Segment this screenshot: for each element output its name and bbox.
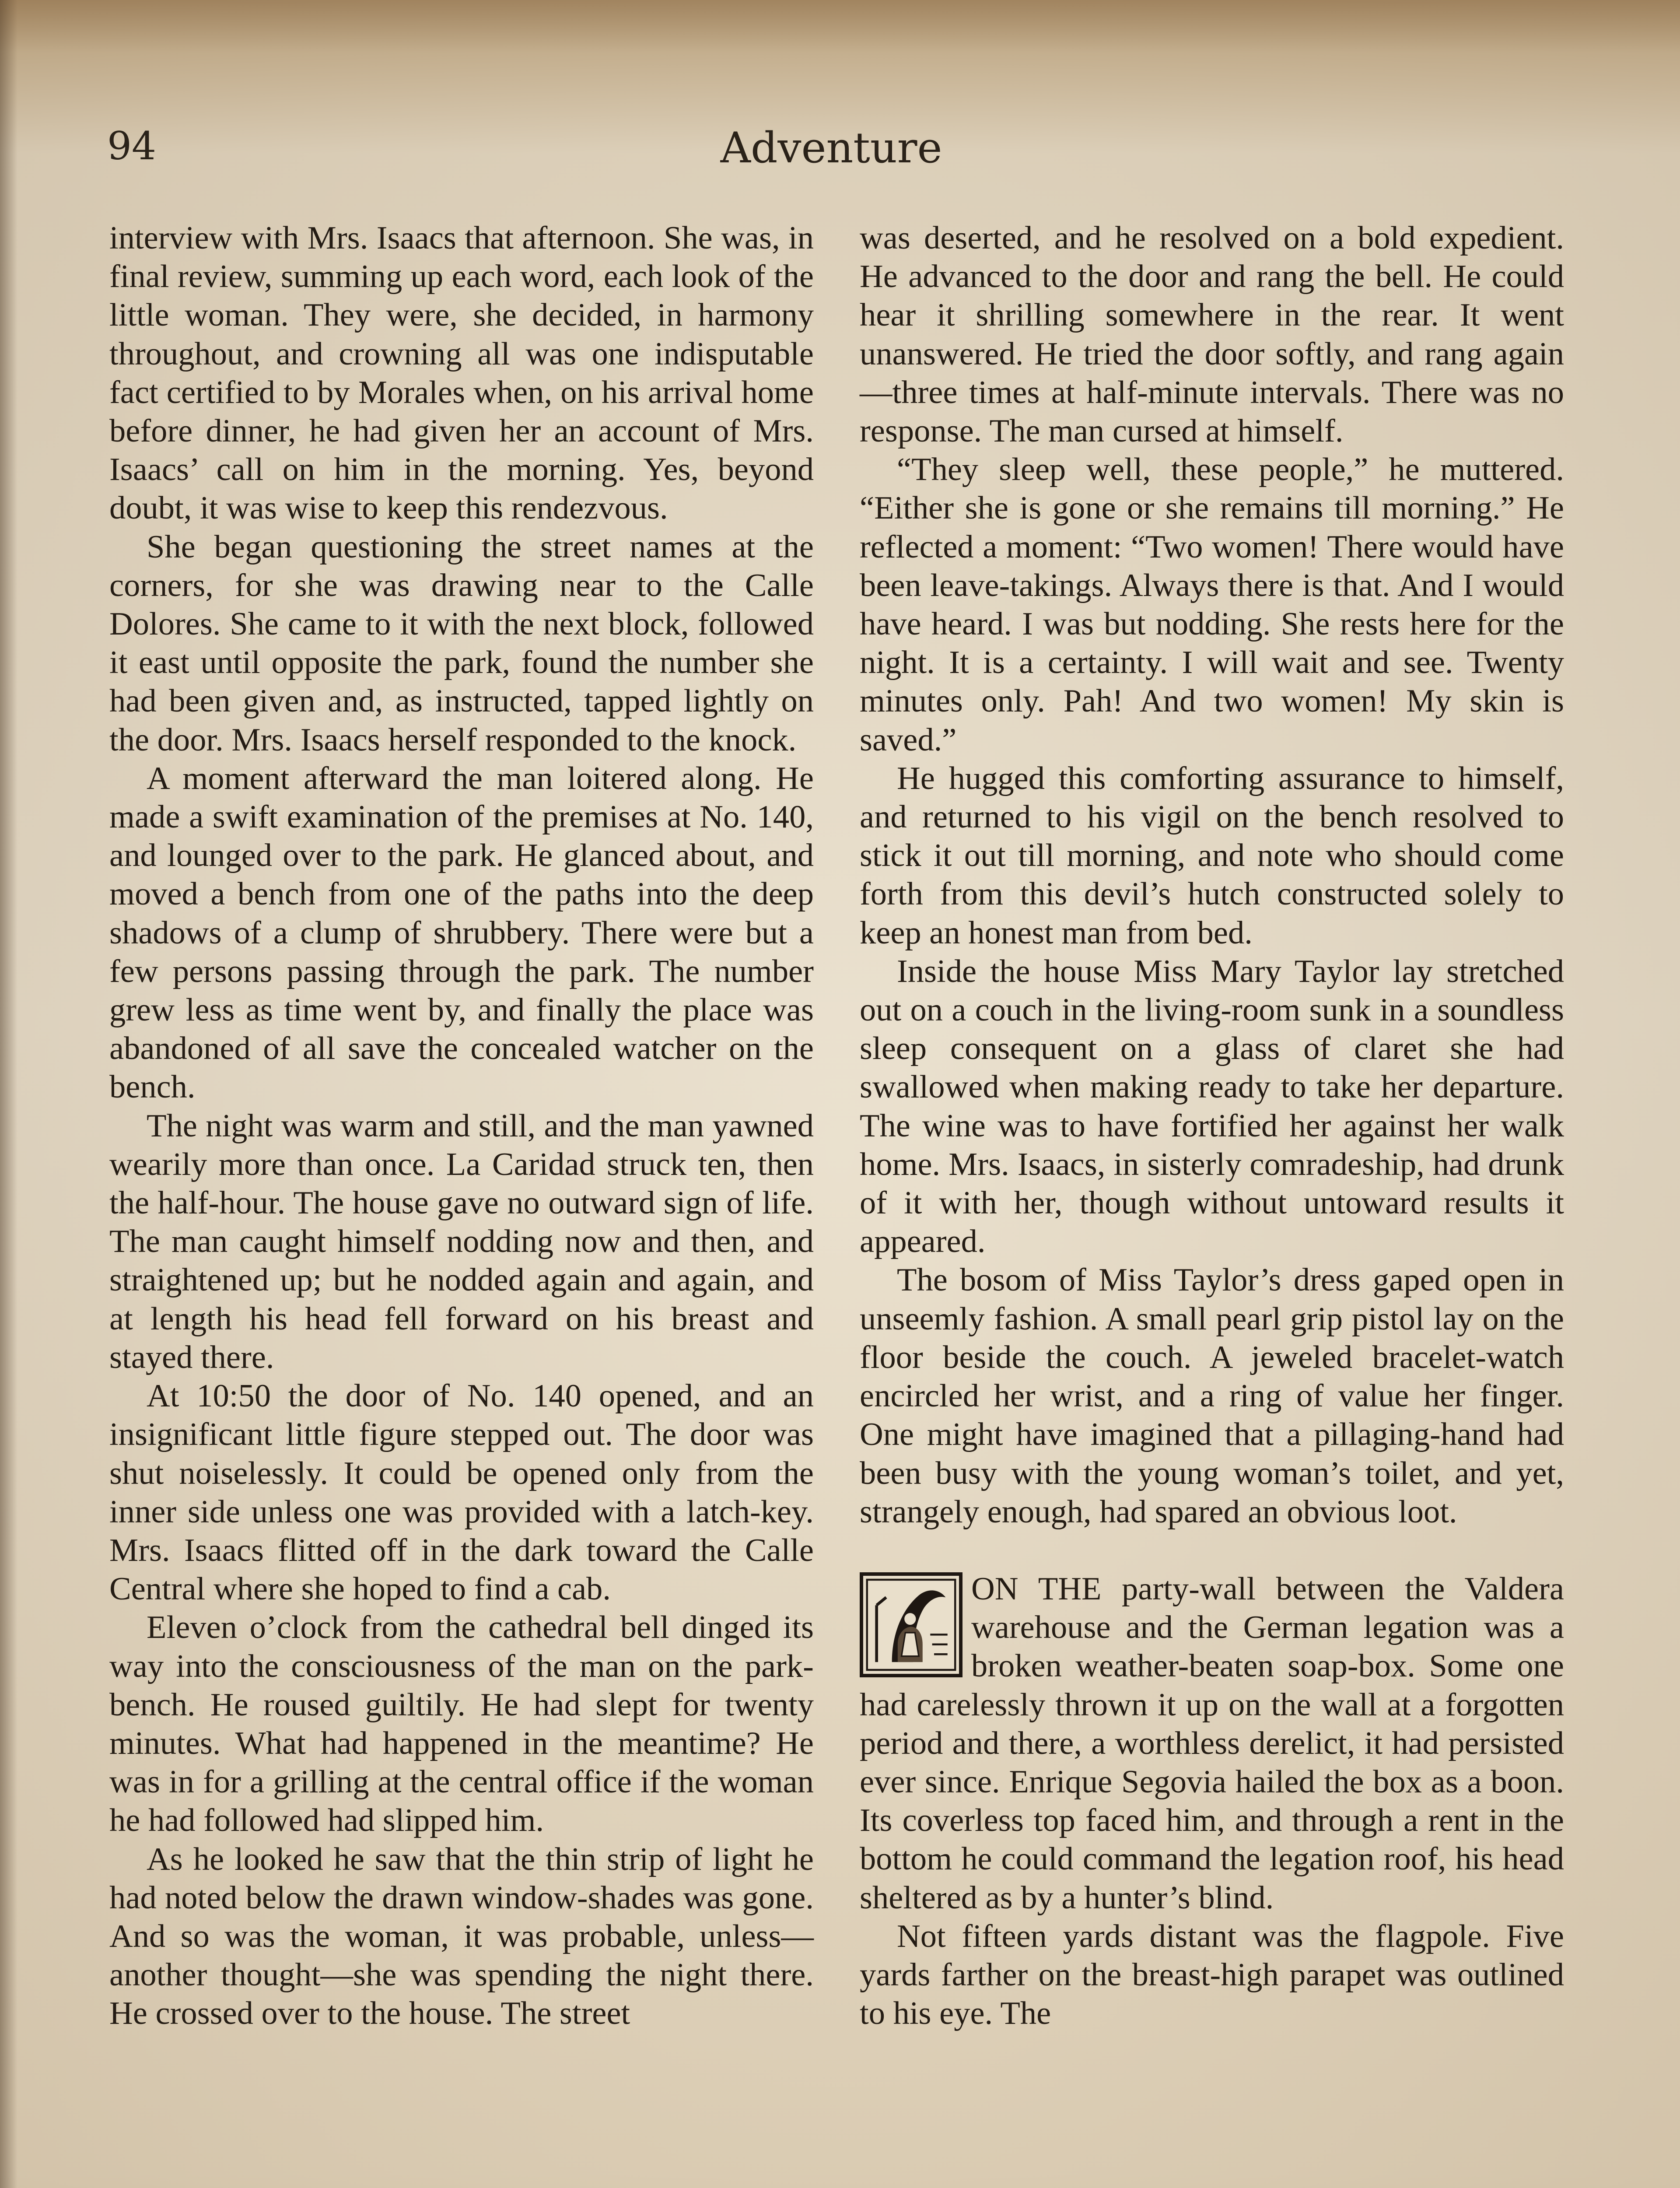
- paragraph: The bosom of Miss Taylor’s dress gaped open in unseemly fashion. A small pearl grip pistol lay on the floor beside the couch. A jeweled bracelet-watch encircled her wrist, and a ring of value her finger. One might have imagined that a pillaging-hand had been busy with the young woman’s toilet, and yet, strangely enough, had spared an obvious loot.: [860, 1262, 1564, 1530]
- running-title: Adventure: [720, 123, 942, 172]
- right-column: [860, 219, 1564, 2033]
- paragraph: was deserted, and he resolved on a bold expedient. He advanced to the door and rang the bell. He could hear it shrilling somewhere in the rear. It went unanswered. He tried the door softly, and rang again—three times at half-minute intervals. There was no response. The man cursed at himself.: [860, 220, 1564, 449]
- paragraph: Not fifteen yards distant was the flagpole. Five yards farther on the breast-high parapet was outlined to his eye. The: [860, 1918, 1564, 2032]
- paragraph: As he looked he saw that the thin strip of light he had noted below the drawn window-shades was gone. And so was the woman, it was probable, unless—another thought—she was spending the night there. He crossed over to the house. The street: [109, 1841, 814, 2032]
- paragraph: At 10:50 the door of No. 140 opened, and an insignificant little figure stepped out. The door was shut noiselessly. It could be opened only from the inner side unless one was provided with a latch-key. Mrs. Isaacs flitted off in the dark toward the Calle Central where she hoped to find a cab.: [109, 1378, 814, 1607]
- left-column: [109, 219, 814, 2033]
- paragraph: Eleven o’clock from the cathedral bell dinged its way into the consciousness of the man on the park-bench. He roused guiltily. He had slept for twenty minutes. What had happened in the meantime? He was in for a grilling at the central office if the woman he had followed had slipped him.: [109, 1609, 814, 1839]
- paragraph: She began questioning the street names at the corners, for she was drawing near to the Calle Dolores. She came to it with the next block, followed it east until opposite the park, found the number she had been given and, as instructed, tapped lightly on the door. Mrs. Isaacs herself responded to the knock.: [109, 529, 814, 758]
- paragraph: He hugged this comforting assurance to himself, and returned to his vigil on the bench resolved to stick it out till morning, and note who should come forth from this devil’s hutch constructed solely to keep an honest man from bed.: [860, 760, 1564, 951]
- page-number: 94: [107, 123, 156, 168]
- paragraph: The night was warm and still, and the man yawned wearily more than once. La Caridad struck ten, then the half-hour. The house gave no outward sign of life. The man caught himself nodding now and then, and straightened up; but he nodded again and again, and at length his head fell forward on his breast and stayed there.: [109, 1108, 814, 1375]
- section-opening-paragraph: [860, 1570, 1564, 1917]
- top-edge-wear: [0, 0, 1680, 53]
- paragraph: interview with Mrs. Isaacs that afternoon. She was, in final review, summing up each word, each look of the little woman. They were, she decided, in harmony throughout, and crowning all was one indisputable fact certified to by Morales when, on his arrival home before dinner, he had given her an account of Mrs. Isaacs’ call on him in the morning. Yes, beyond doubt, it was wise to keep this rendezvous.: [109, 220, 814, 526]
- paragraph: A moment afterward the man loitered along. He made a swift examination of the premises at No. 140, and lounged over to the park. He glanced about, and moved a bench from one of the paths into the deep shadows of a clump of shrubbery. There were but a few persons passing through the park. The number grew less as time went by, and finally the place was abandoned of all save the concealed watcher on the bench.: [109, 760, 814, 1105]
- paragraph: “They sleep well, these people,” he muttered. “Either she is gone or she remains till morning.” He reflected a moment: “Two women! There would have been leave-takings. Always there is that. And I would have heard. I was but nodding. She rests here for the night. It is a certainty. I will wait and see. Twenty minutes only. Pah! And two women! My skin is saved.”: [860, 452, 1564, 758]
- paragraph: Inside the house Miss Mary Taylor lay stretched out on a couch in the living-room sunk in a soundless sleep consequent on a glass of claret she had swallowed when making ready to take her departure. The wine was to have fortified her against her walk home. Mrs. Isaacs, in sisterly comradeship, had drunk of it with her, though without untoward results it appeared.: [860, 953, 1564, 1260]
- paragraph: ON THE party-wall between the Valdera warehouse and the German legation was a broken weather-beaten soap-box. Some one had carelessly thrown it up on the wall at a forgotten period and there, a worthless derelict, it had persisted ever since. Enrique Segovia hailed the box as a boon. Its coverless top faced him, and through a rent in the bottom he could command the legation roof, his head sheltered as by a hunter’s blind.: [860, 1571, 1564, 1916]
- illustrated-dropcap-icon: [860, 1572, 962, 1677]
- spine-shadow: [0, 0, 18, 2188]
